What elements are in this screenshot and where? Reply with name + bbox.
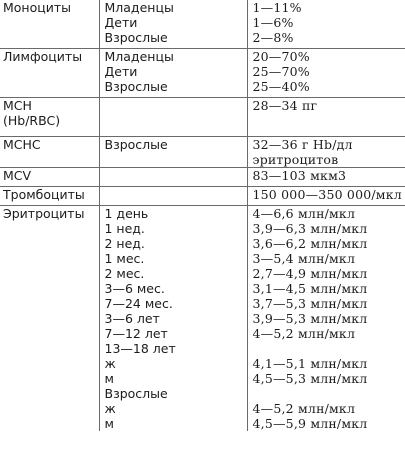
value-cell-line: 150 000—350 000/мкл	[252, 187, 402, 202]
group-cell-line: Взрослые	[104, 30, 168, 45]
value-cell-line: 3,9—6,3 млн/мкл	[252, 221, 368, 236]
parameter-cell-line: Моноциты	[3, 0, 72, 15]
group-cell-line: 7—24 мес.	[104, 296, 173, 311]
group-cell-line: ж	[104, 401, 116, 416]
parameter-cell	[0, 168, 99, 187]
group-cell-line: 7—12 лет	[104, 326, 168, 341]
value-cell-line	[253, 386, 405, 401]
group-cell-line: 1 день	[104, 206, 149, 221]
value-cell-line: 4,5—5,9 млн/мкл	[252, 416, 368, 431]
group-cell-line: 3—6 лет	[104, 311, 160, 326]
value-cell-line	[253, 341, 405, 356]
value-cell-line: 4,1—5,1 млн/мкл	[252, 356, 368, 371]
group-cell-line: ж	[104, 356, 116, 371]
value-cell-line: 25—70%	[252, 64, 310, 79]
group-cell	[99, 168, 247, 187]
table-row	[0, 49, 405, 98]
group-cell-line: Дети	[104, 15, 138, 30]
value-cell-line: 25—40%	[252, 79, 310, 94]
parameter-cell	[0, 206, 99, 432]
parameter-cell-line: MCH	[3, 98, 32, 113]
value-cell	[247, 0, 405, 49]
table-row	[0, 0, 405, 49]
parameter-cell	[0, 0, 99, 49]
group-cell	[99, 49, 247, 98]
value-cell	[247, 206, 405, 432]
value-cell	[247, 168, 405, 187]
group-cell-line: 3—6 мес.	[104, 281, 165, 296]
group-cell-line: Младенцы	[104, 49, 174, 64]
parameter-cell	[0, 187, 99, 206]
group-cell-line: 1 мес.	[104, 251, 145, 266]
parameter-cell-line: (Hb/RBC)	[3, 113, 61, 128]
value-cell-line: 20—70%	[252, 49, 310, 64]
group-cell-line: 1 нед.	[104, 221, 145, 236]
group-cell	[99, 98, 247, 137]
group-cell-line: Младенцы	[104, 0, 174, 15]
group-cell-line: 13—18 лет	[104, 341, 176, 356]
table-row	[0, 168, 405, 187]
value-cell-line: 3,1—4,5 млн/мкл	[252, 281, 368, 296]
group-cell	[99, 0, 247, 49]
parameter-cell	[0, 49, 99, 98]
value-cell-line: 3,6—6,2 млн/мкл	[252, 236, 368, 251]
value-cell	[247, 98, 405, 137]
value-cell-line: 3,7—5,3 млн/мкл	[252, 296, 368, 311]
value-cell-line: 4—5,2 млн/мкл	[252, 326, 356, 341]
value-cell-line: 4—6,6 млн/мкл	[252, 206, 356, 221]
parameter-cell-line: Тромбоциты	[3, 187, 85, 202]
parameter-cell	[0, 98, 99, 137]
value-cell-line: 28—34 пг	[252, 98, 318, 113]
group-cell-line: Дети	[104, 64, 138, 79]
group-cell-line: 2 мес.	[104, 266, 145, 281]
table-row	[0, 137, 405, 168]
parameter-cell-line: MCV	[3, 168, 32, 183]
value-cell-line: 3,9—5,3 млн/мкл	[252, 311, 368, 326]
parameter-cell-line: Лимфоциты	[3, 49, 83, 64]
group-cell-line: Взрослые	[104, 137, 168, 152]
parameter-cell-line: MCHC	[3, 137, 41, 152]
group-cell-line: Взрослые	[104, 386, 168, 401]
value-cell	[247, 49, 405, 98]
value-cell-line: 32—36 г Hb/дл	[252, 137, 353, 152]
group-cell-line: Взрослые	[104, 79, 168, 94]
table-row	[0, 98, 405, 137]
group-cell	[99, 187, 247, 206]
parameter-cell	[0, 137, 99, 168]
value-cell-line: 4,5—5,3 млн/мкл	[252, 371, 368, 386]
table-row	[0, 187, 405, 206]
value-cell	[247, 137, 405, 168]
group-cell-line: м	[104, 371, 114, 386]
value-cell-line: 1—6%	[252, 15, 294, 30]
value-cell	[247, 187, 405, 206]
value-cell-line: 83—103 мкм3	[252, 168, 347, 183]
table-row	[0, 206, 405, 432]
group-cell-line: м	[104, 416, 114, 431]
group-cell	[99, 137, 247, 168]
value-cell-line: 1—11%	[252, 0, 302, 15]
value-cell-line: эритроцитов	[252, 152, 339, 167]
parameter-cell-line: Эритроциты	[3, 206, 85, 221]
group-cell-line: 2 нед.	[104, 236, 145, 251]
group-cell	[99, 206, 247, 432]
value-cell-line: 4—5,2 млн/мкл	[252, 401, 356, 416]
value-cell-line: 3—5,4 млн/мкл	[252, 251, 356, 266]
value-cell-line: 2—8%	[252, 30, 294, 45]
value-cell-line: 2,7—4,9 млн/мкл	[252, 266, 368, 281]
